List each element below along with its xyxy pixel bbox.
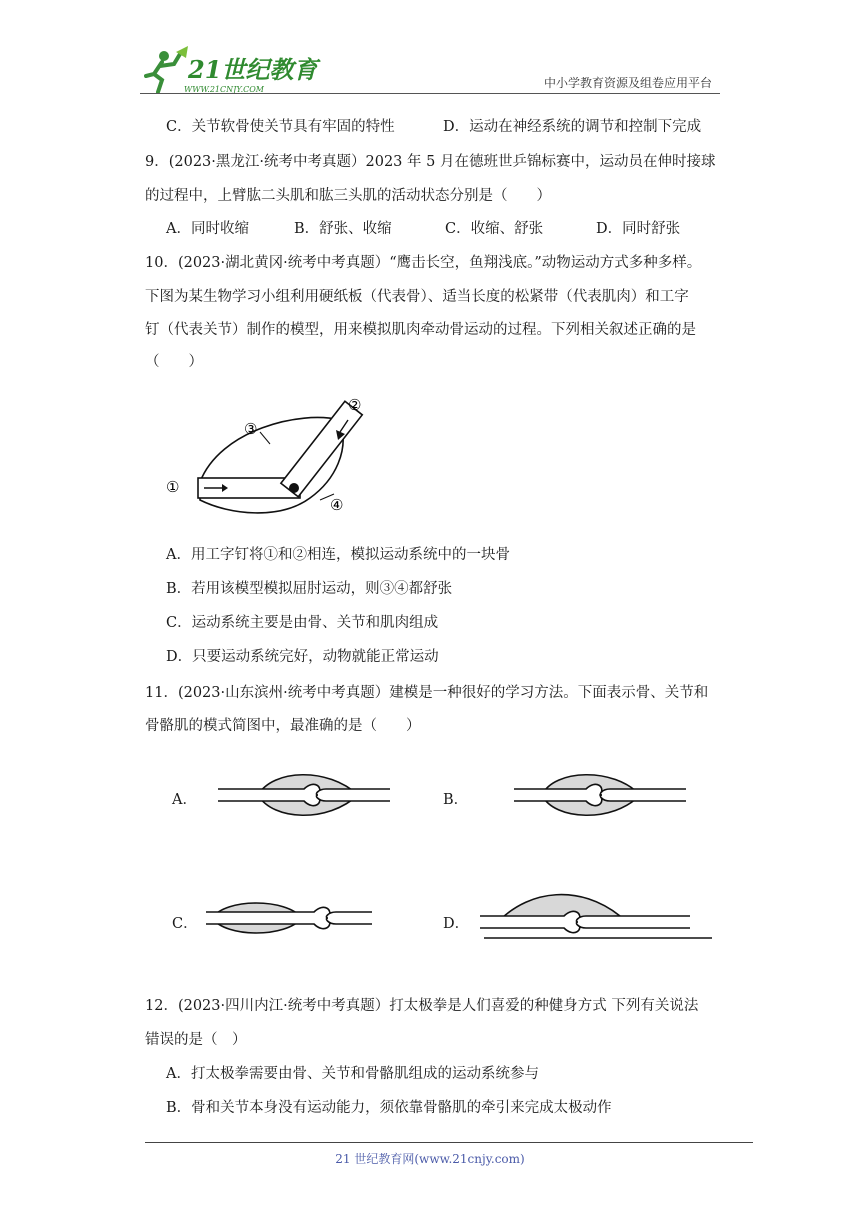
label-2: ② bbox=[348, 396, 362, 414]
q8-option-c: C．关节软骨使关节具有牢固的特性 bbox=[166, 119, 395, 135]
q10-option-c: C．运动系统主要是由骨、关节和肌肉组成 bbox=[166, 615, 439, 631]
q10-option-a: A．用工字钉将①和②相连，模拟运动系统中的一块骨 bbox=[166, 547, 510, 563]
q12-option-a: A．打太极拳需要由骨、关节和骨骼肌组成的运动系统参与 bbox=[166, 1066, 539, 1082]
q12-stem-line2: 错误的是（ ） bbox=[145, 1032, 247, 1048]
q11-figure-a bbox=[218, 765, 390, 825]
q11-label-d: D． bbox=[443, 916, 470, 932]
footer-text: 21 世纪教育网(www.21cnjy.com) bbox=[335, 1152, 525, 1166]
label-1: ① bbox=[166, 478, 180, 496]
q11-label-c: C． bbox=[172, 916, 198, 932]
q11-figure-c bbox=[206, 892, 372, 944]
q10-stem-line1: 10．(2023·湖北黄冈·统考中考真题）“鹰击长空，鱼翔浅底。”动物运动方式多种多样。 bbox=[145, 255, 702, 271]
q11-figure-b bbox=[514, 765, 686, 825]
q10-model-figure bbox=[160, 390, 360, 520]
q9-option-d: D．同时舒张 bbox=[596, 221, 681, 237]
q9-stem-line1: 9．(2023·黑龙江·统考中考真题）2023 年 5 月在德班世乒锦标赛中，运动员在伸时接球 bbox=[145, 154, 716, 170]
q12-stem-line1: 12．(2023·四川内江·统考中考真题）打太极拳是人们喜爱的种健身方式 下列有关说法 bbox=[145, 998, 699, 1014]
q9-option-c: C．收缩、舒张 bbox=[445, 221, 544, 237]
site-logo bbox=[140, 42, 318, 98]
q11-stem-line2: 骨骼肌的模式简图中，最准确的是（ ） bbox=[145, 718, 421, 734]
q10-option-b: B．若用该模型模拟屈肘运动，则③④都舒张 bbox=[166, 581, 453, 597]
logo-url: WWW.21CNJY.COM bbox=[184, 85, 264, 94]
q10-stem-line3: 钉（代表关节）制作的模型，用来模拟肌肉牵动骨运动的过程。下列相关叙述正确的是 bbox=[145, 322, 696, 338]
runner-logo-icon bbox=[140, 42, 318, 98]
q10-stem-line2: 下图为某生物学习小组利用硬纸板（代表骨）、适当长度的松紧带（代表肌肉）和工字 bbox=[145, 289, 689, 305]
q10-option-d: D．只要运动系统完好，动物就能正常运动 bbox=[166, 649, 439, 665]
q11-stem-line1: 11．(2023·山东滨州·统考中考真题）建模是一种很好的学习方法。下面表示骨、关节和 bbox=[145, 685, 709, 701]
bone-2-shape bbox=[281, 401, 362, 496]
joint-pin-icon bbox=[289, 483, 299, 493]
q11-label-b: B． bbox=[443, 792, 469, 808]
footer-divider bbox=[145, 1142, 753, 1143]
q9-stem-line2: 的过程中，上臂肱二头肌和肱三头肌的活动状态分别是（ ） bbox=[145, 188, 551, 204]
q12-option-b: B．骨和关节本身没有运动能力，须依靠骨骼肌的牵引来完成太极动作 bbox=[166, 1100, 612, 1116]
logo-title: 21世纪教育 bbox=[188, 55, 318, 84]
header-platform-text: 中小学教育资源及组卷应用平台 bbox=[543, 76, 712, 90]
header-divider bbox=[140, 93, 720, 94]
q11-figure-d bbox=[480, 880, 712, 956]
label-3: ③ bbox=[244, 420, 258, 438]
q9-option-b: B．舒张、收缩 bbox=[294, 221, 392, 237]
q10-stem-line4: （ ） bbox=[145, 354, 203, 370]
label-4: ④ bbox=[330, 496, 344, 514]
q11-label-a: A． bbox=[172, 792, 197, 808]
q9-option-a: A．同时收缩 bbox=[166, 221, 249, 237]
q8-option-d: D．运动在神经系统的调节和控制下完成 bbox=[443, 119, 702, 135]
